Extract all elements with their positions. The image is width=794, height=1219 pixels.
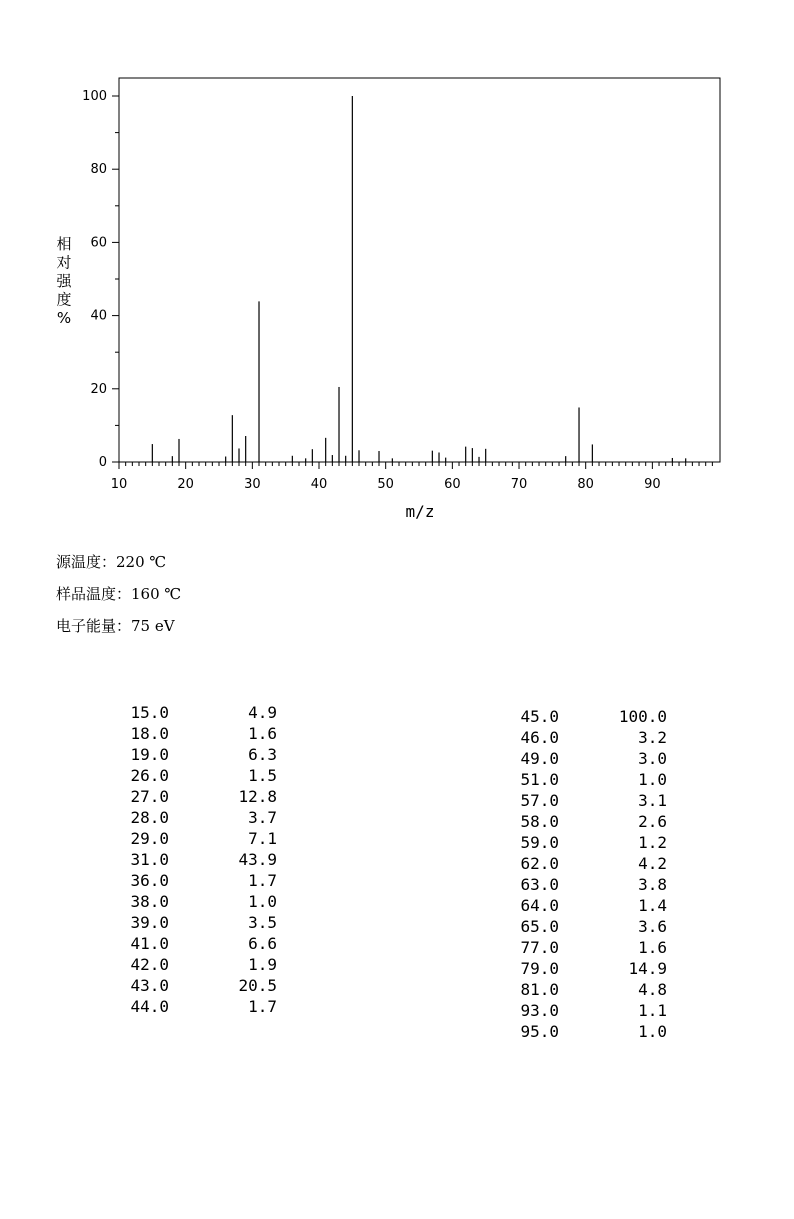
abundance-value: 1.7: [248, 997, 277, 1016]
peak-row: [513, 748, 673, 769]
mz-value: 93.0: [520, 1001, 559, 1020]
mz-value: 41.0: [130, 934, 169, 953]
mz-value: 38.0: [130, 892, 169, 911]
peak-row: [123, 702, 283, 723]
peak-bars: [152, 96, 685, 462]
abundance-value: 6.6: [248, 934, 277, 953]
peak-row: [513, 895, 673, 916]
mz-value: 59.0: [520, 833, 559, 852]
abundance-value: 1.0: [638, 770, 667, 789]
abundance-value: 100.0: [618, 707, 667, 726]
peak-row: [513, 874, 673, 895]
mz-value: 46.0: [520, 728, 559, 747]
abundance-value: 1.2: [638, 833, 667, 852]
mz-value: 51.0: [520, 770, 559, 789]
abundance-value: 1.0: [248, 892, 277, 911]
mz-value: 49.0: [520, 749, 559, 768]
abundance-value: 7.1: [248, 829, 277, 848]
peak-row: [513, 958, 673, 979]
peak-row: [513, 916, 673, 937]
peak-row: [513, 811, 673, 832]
x-tick-label: 20: [177, 477, 194, 492]
mz-value: 27.0: [130, 787, 169, 806]
peak-row: [513, 853, 673, 874]
y-tick-label: 100: [82, 89, 107, 104]
peak-table-left: [123, 702, 283, 1017]
mz-value: 28.0: [130, 808, 169, 827]
peak-row: [123, 723, 283, 744]
mz-value: 31.0: [130, 850, 169, 869]
mz-value: 42.0: [130, 955, 169, 974]
peak-row: [513, 979, 673, 1000]
abundance-value: 12.8: [238, 787, 277, 806]
x-tick-label: 50: [377, 477, 394, 492]
mz-value: 65.0: [520, 917, 559, 936]
peak-row: [513, 937, 673, 958]
mz-value: 19.0: [130, 745, 169, 764]
peak-table-right: [513, 706, 673, 1042]
abundance-value: 20.5: [238, 976, 277, 995]
mz-value: 44.0: [130, 997, 169, 1016]
abundance-value: 3.5: [248, 913, 277, 932]
y-tick-label: 20: [90, 381, 107, 397]
abundance-value: 14.9: [628, 959, 667, 978]
x-tick-label: 60: [444, 477, 461, 492]
abundance-value: 1.6: [638, 938, 667, 957]
abundance-value: 1.0: [638, 1022, 667, 1041]
abundance-value: 1.6: [248, 724, 277, 743]
mz-value: 64.0: [520, 896, 559, 915]
mz-value: 29.0: [130, 829, 169, 848]
abundance-value: 3.8: [638, 875, 667, 894]
peak-row: [513, 769, 673, 790]
y-axis-label-char: 对: [56, 253, 72, 272]
peak-row: [513, 832, 673, 853]
mz-value: 81.0: [520, 980, 559, 999]
x-tick-label: 80: [577, 477, 594, 492]
y-axis-label-char: 相: [56, 235, 72, 253]
y-axis-label: [56, 235, 72, 327]
abundance-value: 4.8: [638, 980, 667, 999]
y-axis-label-char: 度: [56, 290, 72, 309]
abundance-value: 1.9: [248, 955, 277, 974]
source-temperature: 源温度：220 ℃: [56, 553, 167, 571]
peak-row: [123, 870, 283, 891]
electron-energy: 电子能量：75 eV: [56, 617, 175, 635]
abundance-value: 43.9: [238, 850, 277, 869]
x-tick-label: 40: [310, 477, 328, 492]
mz-value: 79.0: [520, 959, 559, 978]
x-tick-label: 10: [110, 477, 128, 492]
abundance-value: 1.1: [638, 1001, 667, 1020]
abundance-value: 1.5: [248, 766, 277, 785]
abundance-value: 1.7: [248, 871, 277, 890]
x-tick-label: 30: [244, 477, 261, 492]
abundance-value: 3.2: [638, 728, 667, 747]
peak-row: [123, 849, 283, 870]
peak-row: [513, 1021, 673, 1042]
mz-value: 62.0: [520, 854, 559, 873]
abundance-value: 4.9: [248, 703, 277, 722]
peak-row: [123, 744, 283, 765]
x-axis: [111, 462, 713, 492]
mz-value: 26.0: [130, 766, 169, 785]
y-tick-label: 0: [98, 455, 107, 470]
y-tick-label: 80: [90, 162, 107, 178]
peak-row: [513, 706, 673, 727]
abundance-value: 3.1: [638, 791, 667, 810]
peak-row: [513, 727, 673, 748]
peak-row: [123, 933, 283, 954]
abundance-value: 4.2: [638, 854, 667, 873]
abundance-value: 1.4: [638, 896, 667, 915]
abundance-value: 6.3: [248, 745, 277, 764]
peak-row: [123, 912, 283, 933]
x-axis-label: m/z: [405, 502, 435, 521]
y-axis-label-char: 强: [56, 272, 72, 290]
mz-value: 18.0: [130, 724, 169, 743]
mz-value: 36.0: [130, 871, 169, 890]
peak-row: [123, 786, 283, 807]
x-tick-label: 70: [510, 477, 528, 492]
peak-row: [513, 790, 673, 811]
mz-value: 77.0: [520, 938, 559, 957]
peak-row: [123, 828, 283, 849]
mz-value: 58.0: [520, 812, 559, 831]
x-tick-label: 90: [644, 477, 661, 492]
abundance-value: 3.7: [248, 808, 277, 827]
y-tick-label: 40: [90, 308, 107, 324]
sample-temperature: 样品温度：160 ℃: [56, 585, 182, 603]
mz-value: 57.0: [520, 791, 559, 810]
y-tick-label: 60: [90, 235, 107, 251]
peak-row: [123, 996, 283, 1017]
peak-row: [513, 1000, 673, 1021]
y-axis: [82, 89, 119, 470]
mz-value: 15.0: [130, 703, 169, 722]
y-axis-label-char: %: [56, 309, 72, 327]
peak-row: [123, 891, 283, 912]
abundance-value: 2.6: [638, 812, 667, 831]
mz-value: 45.0: [520, 707, 559, 726]
peak-row: [123, 807, 283, 828]
mz-value: 39.0: [130, 913, 169, 932]
peak-row: [123, 765, 283, 786]
abundance-value: 3.0: [638, 749, 667, 768]
mz-value: 63.0: [520, 875, 559, 894]
plot-frame: [119, 78, 720, 462]
peak-row: [123, 975, 283, 996]
peak-row: [123, 954, 283, 975]
mass-spectrum-chart: [0, 0, 794, 530]
abundance-value: 3.6: [638, 917, 667, 936]
mz-value: 95.0: [520, 1022, 559, 1041]
mz-value: 43.0: [130, 976, 169, 995]
